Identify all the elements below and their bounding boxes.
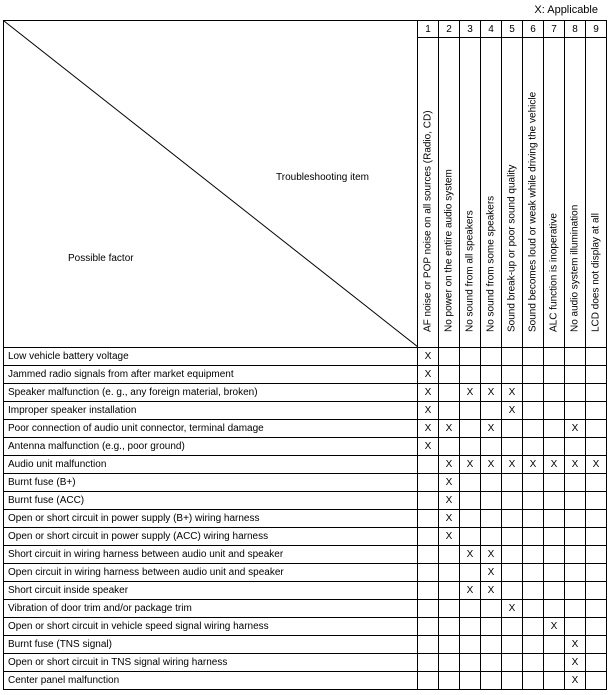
table-row — [4, 618, 607, 636]
applicability-cell — [481, 402, 502, 420]
applicability-cell — [565, 366, 586, 384]
column-header-label: LCD does not display at all — [590, 213, 602, 332]
applicability-cell — [460, 636, 481, 654]
applicability-cell — [544, 636, 565, 654]
applicability-cell — [586, 348, 607, 366]
applicability-cell — [460, 510, 481, 528]
applicability-cell — [418, 474, 439, 492]
applicability-cell: X — [418, 402, 439, 420]
table-row — [4, 492, 607, 510]
applicability-cell: X — [481, 582, 502, 600]
applicability-cell — [418, 456, 439, 474]
applicability-cell: X — [502, 456, 523, 474]
applicability-cell — [418, 528, 439, 546]
applicability-cell — [523, 654, 544, 672]
applicability-cell — [586, 402, 607, 420]
applicability-cell — [565, 510, 586, 528]
applicability-cell — [523, 528, 544, 546]
applicability-cell — [586, 600, 607, 618]
applicability-cell — [586, 636, 607, 654]
column-header — [544, 38, 565, 348]
applicability-cell — [523, 546, 544, 564]
table-row — [4, 474, 607, 492]
applicability-cell — [502, 528, 523, 546]
applicability-cell — [481, 654, 502, 672]
applicability-cell — [439, 618, 460, 636]
applicability-cell — [544, 672, 565, 690]
column-header-label: No sound from all speakers — [464, 210, 476, 332]
applicability-cell — [439, 402, 460, 420]
applicability-cell — [502, 654, 523, 672]
applicability-cell — [418, 600, 439, 618]
applicability-cell — [565, 384, 586, 402]
header-corner-cell — [4, 21, 418, 348]
applicability-cell — [565, 474, 586, 492]
applicability-cell — [460, 474, 481, 492]
applicability-cell — [565, 528, 586, 546]
column-header-label: Sound break-up or poor sound quality — [506, 164, 518, 332]
table-row — [4, 654, 607, 672]
column-number: 5 — [502, 21, 523, 38]
applicability-cell — [523, 438, 544, 456]
applicability-cell — [481, 636, 502, 654]
applicability-cell — [439, 636, 460, 654]
applicability-cell — [481, 492, 502, 510]
table-row — [4, 438, 607, 456]
applicability-cell — [502, 348, 523, 366]
applicability-cell — [544, 654, 565, 672]
table-row — [4, 564, 607, 582]
applicability-cell: X — [418, 348, 439, 366]
applicability-cell — [565, 600, 586, 618]
applicability-cell: X — [439, 492, 460, 510]
applicability-cell — [544, 510, 565, 528]
applicability-cell — [586, 528, 607, 546]
table-row — [4, 510, 607, 528]
applicability-cell — [565, 492, 586, 510]
applicability-cell — [439, 672, 460, 690]
applicability-cell — [544, 438, 565, 456]
possible-factor-label: Possible factor — [68, 253, 134, 264]
applicability-cell — [418, 654, 439, 672]
possible-factor-cell: Open or short circuit in TNS signal wiring harness — [4, 654, 418, 672]
column-header — [586, 38, 607, 348]
applicability-cell — [460, 654, 481, 672]
applicability-cell — [523, 384, 544, 402]
applicability-cell — [502, 618, 523, 636]
possible-factor-cell: Low vehicle battery voltage — [4, 348, 418, 366]
applicability-cell: X — [586, 456, 607, 474]
applicability-cell — [418, 492, 439, 510]
applicability-cell — [565, 564, 586, 582]
applicability-cell — [502, 420, 523, 438]
applicability-cell — [544, 564, 565, 582]
applicability-cell — [502, 474, 523, 492]
table-row — [4, 456, 607, 474]
column-header-label: No sound from some speakers — [485, 195, 497, 332]
applicability-cell — [523, 402, 544, 420]
legend-text: X: Applicable — [534, 4, 598, 16]
applicability-cell — [502, 546, 523, 564]
applicability-cell: X — [460, 384, 481, 402]
column-header — [418, 38, 439, 348]
possible-factor-cell: Speaker malfunction (e. g., any foreign material, broken) — [4, 384, 418, 402]
applicability-cell: X — [502, 402, 523, 420]
applicability-cell — [502, 492, 523, 510]
table-row — [4, 528, 607, 546]
applicability-cell — [544, 546, 565, 564]
applicability-cell — [523, 510, 544, 528]
applicability-cell — [481, 600, 502, 618]
column-header-label: No audio system illumination — [569, 204, 581, 332]
applicability-cell — [460, 528, 481, 546]
applicability-cell — [544, 366, 565, 384]
applicability-cell: X — [460, 582, 481, 600]
table-row — [4, 636, 607, 654]
applicability-cell — [481, 438, 502, 456]
possible-factor-cell: Vibration of door trim and/or package trim — [4, 600, 418, 618]
applicability-cell: X — [418, 420, 439, 438]
applicability-cell: X — [565, 456, 586, 474]
applicability-cell — [544, 474, 565, 492]
column-number: 4 — [481, 21, 502, 38]
table-row — [4, 348, 607, 366]
applicability-cell — [460, 492, 481, 510]
applicability-cell: X — [502, 600, 523, 618]
column-number: 2 — [439, 21, 460, 38]
column-number: 8 — [565, 21, 586, 38]
column-header — [565, 38, 586, 348]
applicability-cell — [544, 384, 565, 402]
applicability-cell — [523, 636, 544, 654]
applicability-cell — [481, 618, 502, 636]
applicability-cell — [481, 474, 502, 492]
troubleshooting-item-label: Troubleshooting item — [276, 172, 370, 183]
column-header — [481, 38, 502, 348]
applicability-cell — [481, 348, 502, 366]
applicability-cell: X — [565, 672, 586, 690]
column-number: 3 — [460, 21, 481, 38]
applicability-cell — [460, 618, 481, 636]
column-header-label: Sound becomes loud or weak while driving the vehicle — [527, 91, 539, 332]
applicability-cell: X — [439, 528, 460, 546]
applicability-cell: X — [544, 456, 565, 474]
applicability-cell — [460, 366, 481, 384]
possible-factor-cell: Open circuit in wiring harness between audio unit and speaker — [4, 564, 418, 582]
applicability-cell — [565, 402, 586, 420]
applicability-cell: X — [439, 456, 460, 474]
table-row — [4, 402, 607, 420]
applicability-cell — [523, 564, 544, 582]
applicability-cell: X — [460, 546, 481, 564]
applicability-cell — [586, 366, 607, 384]
possible-factor-cell: Open or short circuit in power supply (ACC) wiring harness — [4, 528, 418, 546]
applicability-cell — [565, 618, 586, 636]
applicability-cell — [481, 510, 502, 528]
possible-factor-cell: Burnt fuse (ACC) — [4, 492, 418, 510]
applicability-cell — [544, 492, 565, 510]
applicability-cell: X — [439, 474, 460, 492]
applicability-cell: X — [565, 654, 586, 672]
applicability-cell — [418, 564, 439, 582]
applicability-cell — [460, 438, 481, 456]
column-header-label: No power on the entire audio system — [443, 169, 455, 332]
applicability-cell — [481, 366, 502, 384]
applicability-cell: X — [418, 438, 439, 456]
applicability-cell — [544, 420, 565, 438]
table-row — [4, 672, 607, 690]
applicability-cell — [523, 582, 544, 600]
possible-factor-cell: Center panel malfunction — [4, 672, 418, 690]
applicability-cell — [481, 528, 502, 546]
column-number: 6 — [523, 21, 544, 38]
possible-factor-cell: Jammed radio signals from after market equipment — [4, 366, 418, 384]
applicability-cell — [439, 366, 460, 384]
applicability-cell — [565, 438, 586, 456]
applicability-cell — [418, 582, 439, 600]
applicability-cell: X — [502, 384, 523, 402]
possible-factor-cell: Audio unit malfunction — [4, 456, 418, 474]
applicability-cell — [586, 672, 607, 690]
applicability-cell — [502, 366, 523, 384]
applicability-cell — [586, 618, 607, 636]
applicability-cell: X — [481, 384, 502, 402]
applicability-cell: X — [418, 384, 439, 402]
column-header — [460, 38, 481, 348]
applicability-cell — [439, 600, 460, 618]
possible-factor-cell: Burnt fuse (TNS signal) — [4, 636, 418, 654]
column-header — [502, 38, 523, 348]
applicability-cell — [586, 474, 607, 492]
applicability-cell: X — [481, 420, 502, 438]
column-number: 9 — [586, 21, 607, 38]
column-number: 7 — [544, 21, 565, 38]
applicability-cell — [544, 528, 565, 546]
applicability-cell — [460, 420, 481, 438]
applicability-cell: X — [544, 618, 565, 636]
possible-factor-cell: Open or short circuit in power supply (B+) wiring harness — [4, 510, 418, 528]
applicability-cell: X — [439, 420, 460, 438]
table-row — [4, 366, 607, 384]
possible-factor-cell: Burnt fuse (B+) — [4, 474, 418, 492]
column-header — [523, 38, 544, 348]
troubleshooting-matrix — [3, 20, 607, 690]
applicability-cell: X — [418, 366, 439, 384]
possible-factor-cell: Improper speaker installation — [4, 402, 418, 420]
applicability-cell — [418, 636, 439, 654]
applicability-cell — [523, 492, 544, 510]
applicability-cell — [586, 564, 607, 582]
possible-factor-cell: Short circuit in wiring harness between audio unit and speaker — [4, 546, 418, 564]
applicability-cell — [439, 654, 460, 672]
applicability-cell — [544, 600, 565, 618]
applicability-cell — [460, 564, 481, 582]
possible-factor-cell: Poor connection of audio unit connector, terminal damage — [4, 420, 418, 438]
applicability-cell — [565, 582, 586, 600]
applicability-cell — [586, 420, 607, 438]
column-number: 1 — [418, 21, 439, 38]
applicability-cell: X — [523, 456, 544, 474]
applicability-cell — [544, 348, 565, 366]
applicability-cell — [523, 420, 544, 438]
applicability-cell — [418, 672, 439, 690]
applicability-cell: X — [481, 564, 502, 582]
applicability-cell — [502, 636, 523, 654]
applicability-cell — [502, 510, 523, 528]
applicability-cell — [586, 384, 607, 402]
applicability-cell — [565, 546, 586, 564]
applicability-cell — [523, 672, 544, 690]
diagonal-divider — [4, 21, 418, 347]
table-row — [4, 600, 607, 618]
applicability-cell — [418, 546, 439, 564]
possible-factor-cell: Antenna malfunction (e.g., poor ground) — [4, 438, 418, 456]
applicability-cell — [523, 366, 544, 384]
applicability-cell — [439, 384, 460, 402]
applicability-cell — [544, 402, 565, 420]
applicability-cell — [460, 348, 481, 366]
applicability-cell — [502, 582, 523, 600]
applicability-cell — [586, 546, 607, 564]
applicability-cell — [565, 348, 586, 366]
applicability-cell — [586, 492, 607, 510]
column-header-label: ALC function is inoperative — [548, 213, 560, 332]
applicability-cell — [502, 438, 523, 456]
table-row — [4, 546, 607, 564]
applicability-cell — [460, 600, 481, 618]
applicability-cell — [586, 582, 607, 600]
applicability-cell — [544, 582, 565, 600]
table-row — [4, 582, 607, 600]
applicability-cell — [439, 438, 460, 456]
applicability-cell: X — [460, 456, 481, 474]
applicability-cell — [481, 672, 502, 690]
applicability-cell — [418, 510, 439, 528]
possible-factor-cell: Short circuit inside speaker — [4, 582, 418, 600]
applicability-cell — [502, 672, 523, 690]
column-header — [439, 38, 460, 348]
applicability-cell — [418, 618, 439, 636]
applicability-cell — [523, 474, 544, 492]
applicability-cell — [586, 438, 607, 456]
applicability-cell — [439, 348, 460, 366]
applicability-cell: X — [481, 456, 502, 474]
table-row — [4, 420, 607, 438]
applicability-cell — [523, 618, 544, 636]
applicability-cell — [523, 348, 544, 366]
applicability-cell — [460, 402, 481, 420]
column-header-label: AF noise or POP noise on all sources (Radio, CD) — [422, 110, 434, 332]
table-row — [4, 384, 607, 402]
applicability-cell — [439, 564, 460, 582]
applicability-cell — [502, 564, 523, 582]
possible-factor-cell: Open or short circuit in vehicle speed signal wiring harness — [4, 618, 418, 636]
applicability-cell: X — [481, 546, 502, 564]
applicability-cell: X — [565, 636, 586, 654]
applicability-cell — [439, 546, 460, 564]
applicability-cell — [523, 600, 544, 618]
applicability-cell — [439, 582, 460, 600]
applicability-cell — [586, 510, 607, 528]
applicability-cell: X — [565, 420, 586, 438]
applicability-cell — [586, 654, 607, 672]
applicability-cell: X — [439, 510, 460, 528]
applicability-cell — [460, 672, 481, 690]
